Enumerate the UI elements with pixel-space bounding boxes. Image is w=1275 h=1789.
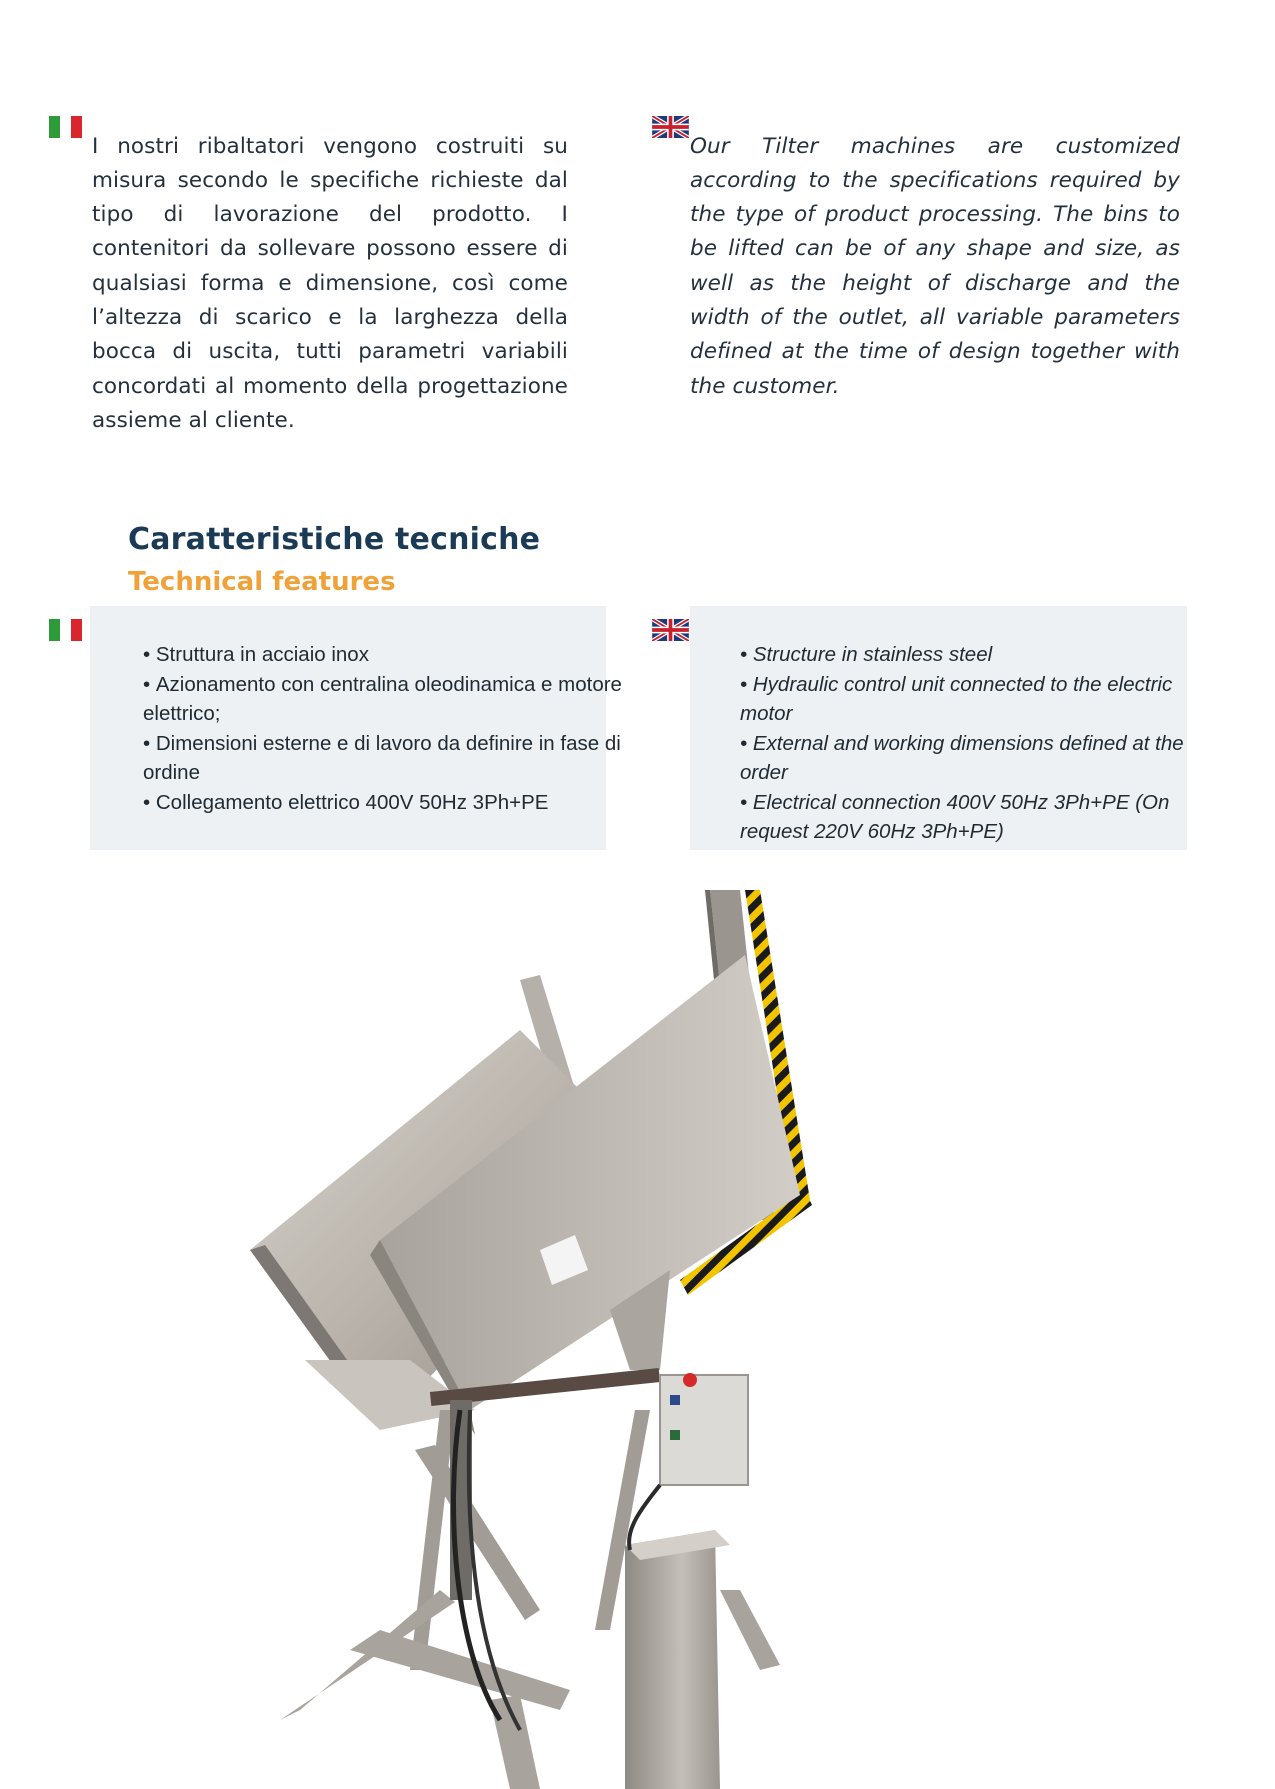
features-list-italian bbox=[143, 640, 623, 817]
stainless-steel-tilter-machine-photo bbox=[240, 890, 880, 1789]
intro-text-italian: I nostri ribaltatori vengono costruiti su misura secondo le specifiche richieste dal tipo di lavorazione del prodotto. I contenitori da sollevare possono essere di qualsiasi forma e dimensione, così come l’altezza di scarico e la larghezza della bocca di uscita, tutti parametri variabili concordati al momento della progettazione assieme al cliente. bbox=[92, 133, 568, 433]
feature-item: • External and working dimensions defined at the order bbox=[740, 729, 1210, 788]
section-title-italian: Caratteristiche tecniche bbox=[128, 522, 541, 557]
intro-text-english: Our Tilter machines are customized according to the specifications required by the type of product processing. The bins to be lifted can be of any shape and size, as well as the height of discharge and the width of the outlet, all variable parameters defined at the time of design together with the customer. bbox=[690, 133, 1180, 399]
feature-item: • Struttura in acciaio inox bbox=[143, 640, 623, 670]
italy-flag-icon bbox=[47, 619, 84, 641]
feature-item: • Azionamento con centralina oleodinamica e motore elettrico; bbox=[143, 670, 623, 729]
feature-item: • Structure in stainless steel bbox=[740, 640, 1210, 670]
italy-flag-icon bbox=[47, 116, 84, 138]
feature-item: • Hydraulic control unit connected to the electric motor bbox=[740, 670, 1210, 729]
feature-item: • Collegamento elettrico 400V 50Hz 3Ph+PE bbox=[143, 788, 623, 818]
section-title-english: Technical features bbox=[128, 567, 396, 597]
feature-item: • Dimensioni esterne e di lavoro da definire in fase di ordine bbox=[143, 729, 623, 788]
uk-flag-icon bbox=[652, 116, 689, 138]
features-list-english bbox=[740, 640, 1210, 847]
feature-item: • Electrical connection 400V 50Hz 3Ph+PE (On request 220V 60Hz 3Ph+PE) bbox=[740, 788, 1210, 847]
uk-flag-icon bbox=[652, 619, 689, 641]
